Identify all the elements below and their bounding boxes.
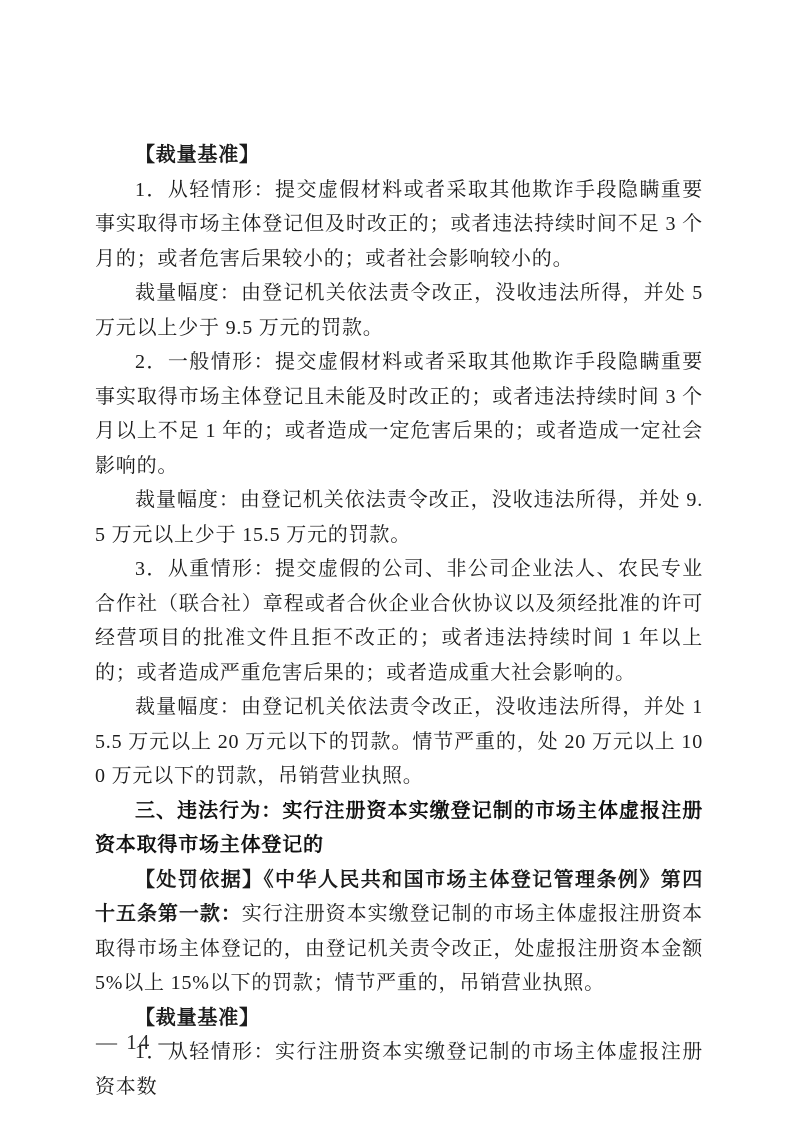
- paragraph-lenient-circumstance-2: 1．从轻情形：实行注册资本实缴登记制的市场主体虚报注册资本数: [95, 1041, 703, 1098]
- paragraph-severe-circumstance: 3．从重情形：提交虚假的公司、非公司企业法人、农民专业合作社（联合社）章程或者合伙企业合伙协议以及须经批准的许可经营项目的批准文件且拒不改正的；或者违法持续时间 1 年以上的；或者造成严重危害后果的；或者造成重大社会影响的。: [95, 558, 703, 684]
- paragraph-general-circumstance: 2．一般情形：提交虚假材料或者采取其他欺诈手段隐瞒重要事实取得市场主体登记且未能及时改正的；或者违法持续时间 3 个月以上不足 1 年的；或者造成一定危害后果的；或者造成一定社会影响的。: [95, 351, 703, 477]
- paragraph-discretion-range-1: 裁量幅度：由登记机关依法责令改正，没收违法所得，并处 5 万元以上少于 9.5 万元的罚款。: [95, 282, 703, 339]
- page-number: — 14 —: [96, 1030, 182, 1054]
- penalty-basis-text: 实行注册资本实缴登记制的市场主体虚报注册资本取得市场主体登记的，由登记机关责令改正，处虚报注册资本金额 5%以上 15%以下的罚款；情节严重的，吊销营业执照。: [95, 903, 703, 994]
- bracket-heading-discretion-benchmark-1: 【裁量基准】: [135, 144, 260, 166]
- section-heading-illegal-act-3: 三、违法行为：实行注册资本实缴登记制的市场主体虚报注册资本取得市场主体登记的: [95, 799, 703, 856]
- paragraph-penalty-basis: [95, 863, 703, 1001]
- page-body-text: [95, 138, 703, 1104]
- paragraph-lenient-circumstance-1: 1．从轻情形：提交虚假材料或者采取其他欺诈手段隐瞒重要事实取得市场主体登记但及时改正的；或者违法持续时间不足 3 个月的；或者危害后果较小的；或者社会影响较小的。: [95, 178, 703, 270]
- paragraph-discretion-range-3: 裁量幅度：由登记机关依法责令改正，没收违法所得，并处 15.5 万元以上 20 万元以下的罚款。情节严重的，处 20 万元以上 100 万元以下的罚款，吊销营业执照。: [95, 696, 703, 787]
- penalty-basis-label: 【处罚依据】《中华人民共和国市场主体登记管理条例》第四十五条第一款：: [95, 868, 703, 925]
- bracket-heading-discretion-benchmark-2: 【裁量基准】: [135, 1006, 260, 1029]
- paragraph-discretion-range-2: 裁量幅度：由登记机关依法责令改正，没收违法所得，并处 9.5 万元以上少于 15.5 万元的罚款。: [95, 489, 703, 546]
